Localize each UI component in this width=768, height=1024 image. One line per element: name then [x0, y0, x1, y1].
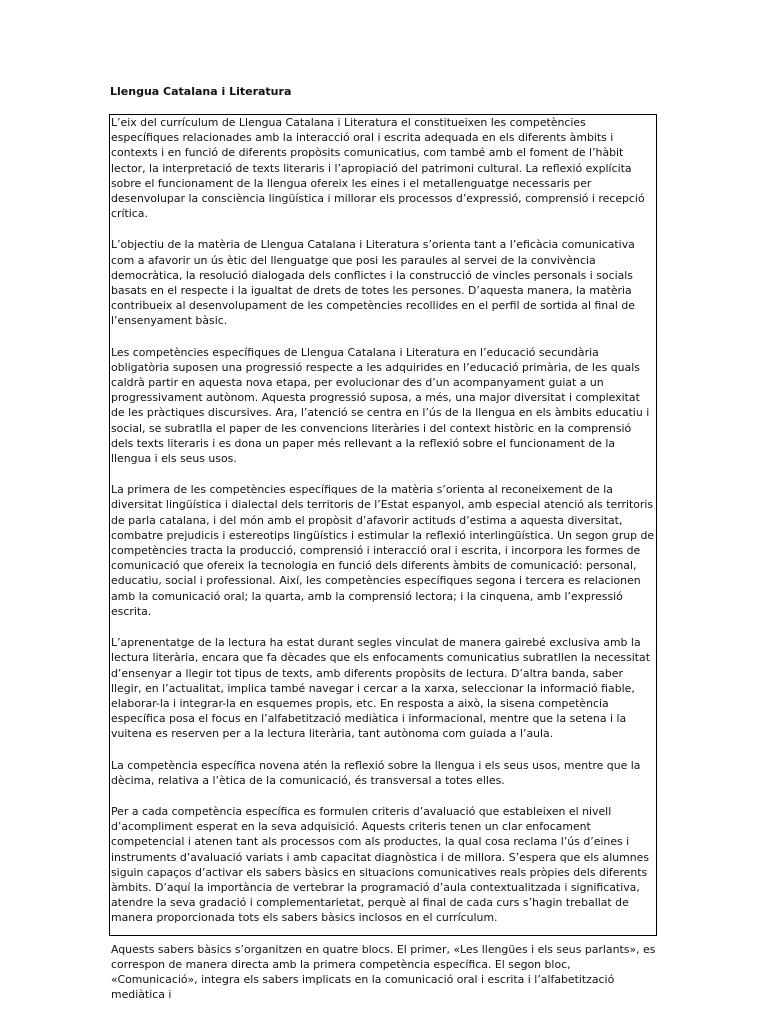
paragraph-5: L’aprenentatge de la lectura ha estat durant segles vinculat de manera gairebé exclusiva amb la lectura literària, encara que fa dècades que els enfocaments comunicatius subratllen la necessitat d’ensenyar a llegir tot tipus de texts, amb diferents propòsits de lectura. D’altra banda, saber llegir, en l’actualitat, implica també navegar i cercar a la xarxa, seleccionar la informació fiable, elaborar-la i integrar-la en esquemes propis, etc. En resposta a això, la sisena competència específica posa el focus en l’alfabetització mediàtica i informacional, mentre que la setena i la vuitena es reserven per a la lectura literària, tant autònoma com guiada a l’aula. — [111, 636, 650, 741]
paragraph-8: Aquests sabers bàsics s’organitzen en quatre blocs. El primer, «Les llengües i els seus parlants», es correspon de manera directa amb la primera competència específica. El segon bloc, «Comunicació», integra els sabers implicats en la comunicació oral i escrita i l’alfabetització mediàtica i — [111, 942, 656, 1002]
paragraph-2: L’objectiu de la matèria de Llengua Catalana i Literatura s’orienta tant a l’eficàcia comunicativa com a afavorir un ús ètic del llenguatge que posi les paraules al servei de la convivència democràtica, la resolució dialogada dels conflictes i la construcció de vincles personals i socials basats en el respecte i la igualtat de drets de totes les persones. D’aquesta manera, la matèria contribueix al desenvolupament de les competències recollides en el perfil de sortida al final de l’ensenyament bàsic. — [111, 238, 635, 328]
paragraph-1: L’eix del currículum de Llengua Catalana i Literatura el constitueixen les competències específiques relacionades amb la interacció oral i escrita adequada en els diferents àmbits i contexts i en funció de diferents propòsits comunicatius, com també amb el foment de l’hàbit lector, la interpretació de texts literaris i l’apropiació del patrimoni cultural. La reflexió explícita sobre el funcionament de la llengua ofereix les eines i el metallenguatge necessaris per desenvolupar la consciència lingüística i millorar els processos d’expressió, comprensió i recepció crítica. — [111, 116, 645, 221]
paragraph-3: Les competències específiques de Llengua Catalana i Literatura en l’educació secundària obligatòria suposen una progressió respecte a les adquirides en l’educació primària, de les quals caldrà partir en aquesta nova etapa, per evolucionar des d’un acompanyament guiat a un progressivament autònom. Aquesta progressió suposa, a més, una major diversitat i complexitat de les pràctiques discursives. Ara, l’atenció se centra en l’ús de la llengua en els àmbits educatiu i social, se subratlla el paper de les convencions literàries i del context històric en la comprensió dels texts literaris i es dona un paper més rellevant a la reflexió sobre el funcionament de la llengua i els seus usos. — [111, 345, 650, 466]
paragraph-6: La competència específica novena atén la reflexió sobre la llengua i els seus usos, mentre que la dècima, relativa a l’ètica de la comunicació, és transversal a totes elles. — [111, 758, 641, 787]
document-title: Llengua Catalana i Literatura — [110, 85, 292, 98]
paragraph-7: Per a cada competència específica es formulen criteris d’avaluació que estableixen el nivell d’acompliment esperat en la seva adquisició. Aquests criteris tenen un clar enfocament competencial i atenen tant als processos com als productes, la qual cosa reclama l’ús d’eines i instruments d’avaluació variats i amb capacitat diagnòstica i de millora. S’espera que els alumnes siguin capaços d’activar els sabers bàsics en situacions comunicatives reals pròpies dels diferents àmbits. D’aquí la importància de vertebrar la programació d’aula contextualitzada i significativa, atendre la seva gradació i complementarietat, perquè al final de cada curs s’hagin treballat de manera proporcionada tots els sabers bàsics inclosos en el currículum. — [111, 804, 650, 925]
document-text-box — [109, 114, 657, 1002]
paragraph-4: La primera de les competències específiques de la matèria s’orienta al reconeixement de la diversitat lingüística i dialectal dels territoris de l’Estat espanyol, amb especial atenció als territoris de parla catalana, i del món amb el propòsit d’afavorir actituds d’estima a aquesta diversitat, combatre prejudicis i estereotips lingüístics i estimular la reflexió interlingüística. Un segon grup de competències tracta la producció, comprensió i interacció oral i escrita, i incorpora les formes de comunicació que ofereix la tecnologia en funció dels diferents àmbits de comunicació: personal, educatiu, social i professional. Així, les competències específiques segona i tercera es relacionen amb la comunicació oral; la quarta, amb la comprensió lectora; i la cinquena, amb l’expressió escrita. — [111, 483, 655, 618]
